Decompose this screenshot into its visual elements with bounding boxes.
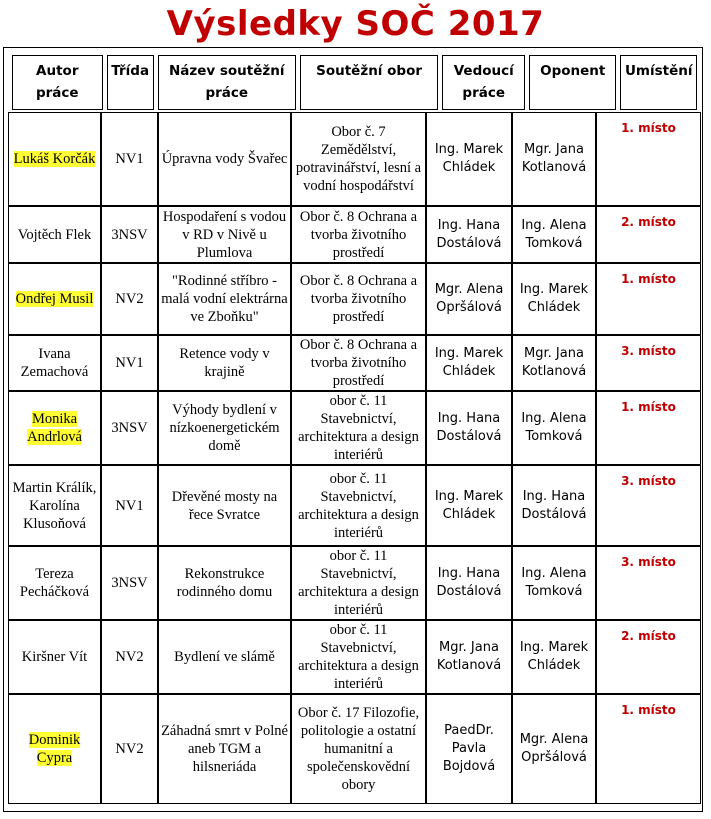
table-row	[8, 465, 701, 546]
field-cell: Obor č. 8 Ochrana a tvorba životního prostředí	[291, 206, 426, 263]
author-highlight: Lukáš Korčák	[13, 151, 96, 167]
work-title-cell: Záhadná smrt v Polné aneb TGM a hilsneriáda	[158, 694, 291, 804]
class-cell: 3NSV	[101, 206, 158, 263]
header-row	[12, 55, 697, 110]
work-title-cell: Dřevěné mosty na řece Svratce	[158, 465, 291, 546]
field-cell: Obor č. 8 Ochrana a tvorba životního prostředí	[291, 263, 426, 335]
results-table-header	[8, 55, 701, 110]
author-cell	[8, 263, 101, 335]
class-cell: NV1	[101, 112, 158, 206]
work-title-cell: "Rodinné stříbro - malá vodní elektrárna ve Zboňku"	[158, 263, 291, 335]
table-row	[8, 391, 701, 465]
column-header: Vedoucí práce	[442, 55, 524, 110]
supervisor-cell: PaedDr. Pavla Bojdová	[426, 694, 512, 804]
supervisor-cell: Ing. Hana Dostálová	[426, 206, 512, 263]
opponent-cell: Mgr. Alena Opršálová	[512, 694, 596, 804]
class-cell: 3NSV	[101, 391, 158, 465]
opponent-cell: Mgr. Jana Kotlanová	[512, 112, 596, 206]
class-cell: NV1	[101, 335, 158, 391]
field-cell: obor č. 11 Stavebnictví, architektura a design interiérů	[291, 391, 426, 465]
field-cell: Obor č. 17 Filozofie, politologie a ostatní humanitní a společenskovědní obory	[291, 694, 426, 804]
author-cell: Kiršner Vít	[8, 620, 101, 694]
placement-cell: 3. místo	[596, 546, 701, 620]
supervisor-cell: Ing. Marek Chládek	[426, 335, 512, 391]
author-cell	[8, 694, 101, 804]
opponent-cell: Ing. Alena Tomková	[512, 546, 596, 620]
class-cell: NV1	[101, 465, 158, 546]
supervisor-cell: Ing. Marek Chládek	[426, 112, 512, 206]
placement-cell: 1. místo	[596, 391, 701, 465]
author-cell: Martin Králík, Karolína Klusoňová	[8, 465, 101, 546]
field-cell: obor č. 11 Stavebnictví, architektura a design interiérů	[291, 620, 426, 694]
work-title-cell: Retence vody v krajině	[158, 335, 291, 391]
placement-cell: 3. místo	[596, 335, 701, 391]
placement-cell: 1. místo	[596, 263, 701, 335]
supervisor-cell: Mgr. Jana Kotlanová	[426, 620, 512, 694]
author-cell: Ivana Zemachová	[8, 335, 101, 391]
field-cell: obor č. 11 Stavebnictví, architektura a design interiérů	[291, 465, 426, 546]
column-header: Umístění	[620, 55, 697, 110]
table-row	[8, 112, 701, 206]
supervisor-cell: Mgr. Alena Opršálová	[426, 263, 512, 335]
work-title-cell: Úpravna vody Švařec	[158, 112, 291, 206]
opponent-cell: Ing. Alena Tomková	[512, 391, 596, 465]
opponent-cell: Mgr. Jana Kotlanová	[512, 335, 596, 391]
column-header: Třída	[107, 55, 154, 110]
placement-cell: 2. místo	[596, 620, 701, 694]
table-row	[8, 263, 701, 335]
author-highlight: Ondřej Musil	[15, 291, 94, 307]
work-title-cell: Hospodaření s vodou v RD v Nivě u Plumlova	[158, 206, 291, 263]
page-title: Výsledky SOČ 2017	[166, 4, 545, 44]
author-cell: Vojtěch Flek	[8, 206, 101, 263]
author-highlight: Dominik Cypra	[28, 732, 81, 766]
opponent-cell: Ing. Marek Chládek	[512, 620, 596, 694]
table-row	[8, 335, 701, 391]
class-cell: NV2	[101, 620, 158, 694]
table-row	[8, 546, 701, 620]
class-cell: NV2	[101, 263, 158, 335]
supervisor-cell: Ing. Hana Dostálová	[426, 391, 512, 465]
column-header: Soutěžní obor	[300, 55, 439, 110]
author-cell	[8, 391, 101, 465]
placement-cell: 1. místo	[596, 112, 701, 206]
table-row	[8, 206, 701, 263]
table-row	[8, 620, 701, 694]
class-cell: NV2	[101, 694, 158, 804]
table-row	[8, 694, 701, 804]
author-cell: Tereza Pecháčková	[8, 546, 101, 620]
column-header: Název soutěžní práce	[158, 55, 296, 110]
supervisor-cell: Ing. Marek Chládek	[426, 465, 512, 546]
results-table	[8, 112, 701, 804]
author-highlight: Monika Andrlová	[27, 411, 82, 445]
field-cell: obor č. 11 Stavebnictví, architektura a design interiérů	[291, 546, 426, 620]
field-cell: Obor č. 8 Ochrana a tvorba životního prostředí	[291, 335, 426, 391]
supervisor-cell: Ing. Hana Dostálová	[426, 546, 512, 620]
column-header: Autor práce	[12, 55, 103, 110]
opponent-cell: Ing. Hana Dostálová	[512, 465, 596, 546]
column-header: Oponent	[529, 55, 617, 110]
work-title-cell: Rekonstrukce rodinného domu	[158, 546, 291, 620]
author-cell	[8, 112, 101, 206]
placement-cell: 3. místo	[596, 465, 701, 546]
class-cell: 3NSV	[101, 546, 158, 620]
work-title-cell: Výhody bydlení v nízkoenergetickém domě	[158, 391, 291, 465]
opponent-cell: Ing. Alena Tomková	[512, 206, 596, 263]
placement-cell: 1. místo	[596, 694, 701, 804]
placement-cell: 2. místo	[596, 206, 701, 263]
work-title-cell: Bydlení ve slámě	[158, 620, 291, 694]
opponent-cell: Ing. Marek Chládek	[512, 263, 596, 335]
field-cell: Obor č. 7 Zemědělství, potravinářství, lesní a vodní hospodářství	[291, 112, 426, 206]
